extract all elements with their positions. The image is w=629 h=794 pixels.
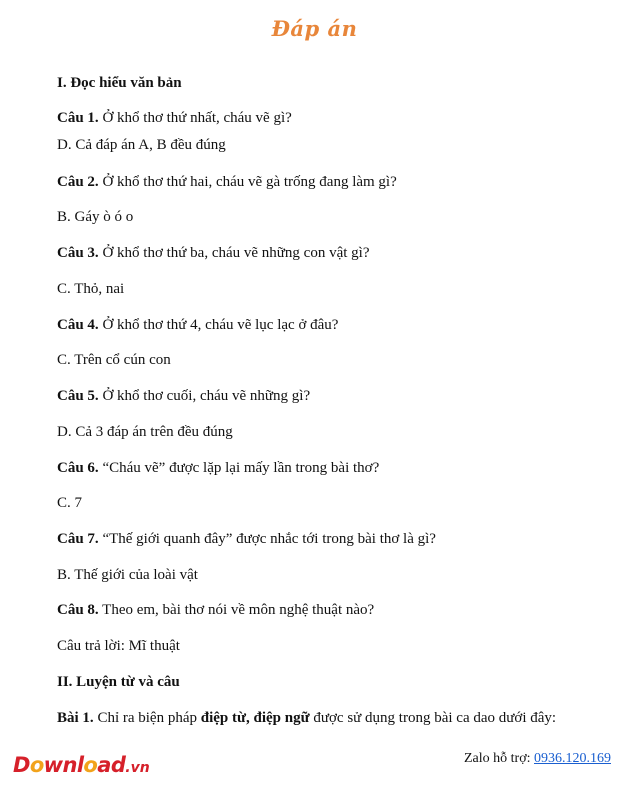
question-label: Câu 2. [57,174,99,190]
answer-4: C. Trên cổ cún con [57,352,171,368]
logo-text: ad [97,753,126,777]
question-text: Ở khổ thơ thứ hai, cháu vẽ gà trống đang làm gì? [98,174,397,190]
question-text: Theo em, bài thơ nói về môn nghệ thuật nào? [98,602,375,618]
question-3 [57,244,370,262]
logo-text-accent: o [83,753,98,777]
question-text: “Thế giới quanh đây” được nhắc tới trong bài thơ là gì? [98,531,436,547]
exercise-1 [57,709,556,727]
exercise-text-after: được sử dụng trong bài ca dao dưới đây: [309,710,557,726]
page-title: Đáp án [271,16,358,41]
zalo-support [464,751,611,767]
support-phone-link[interactable]: 0936.120.169 [534,751,611,766]
question-7 [57,530,436,548]
exercise-bold-terms: điệp từ, điệp ngữ [200,710,310,726]
question-text: Ở khổ thơ cuối, cháu vẽ những gì? [98,388,311,404]
question-label: Câu 8. [57,602,99,618]
answer-6: C. 7 [57,495,83,511]
answer-7: B. Thế giới của loài vật [57,567,198,583]
question-6 [57,459,379,477]
question-label: Câu 6. [57,460,99,476]
question-label: Câu 3. [57,245,99,261]
question-1 [57,109,292,127]
answer-5: D. Cả 3 đáp án trên đều đúng [57,424,233,440]
answer-2: B. Gáy ò ó o [57,209,134,225]
question-text: Ở khổ thơ thứ nhất, cháu vẽ gì? [98,110,292,126]
question-2 [57,173,397,191]
support-label: Zalo hỗ trợ: [464,751,534,766]
logo-text: D [13,753,30,777]
question-text: “Cháu vẽ” được lặp lại mấy lần trong bài thơ? [98,460,380,476]
question-text: Ở khổ thơ thứ ba, cháu vẽ những con vật gì? [98,245,370,261]
question-4 [57,316,338,334]
question-label: Câu 7. [57,531,99,547]
logo-text: wnl [43,753,84,777]
exercise-label: Bài 1. [57,710,94,726]
section-heading-reading: I. Đọc hiểu văn bản [57,75,182,91]
logo-suffix: .vn [125,760,150,776]
question-label: Câu 1. [57,110,99,126]
logo-text-accent: o [29,753,44,777]
download-vn-logo[interactable] [13,753,150,777]
question-5 [57,387,310,405]
answer-3: C. Thỏ, nai [57,281,125,297]
question-label: Câu 4. [57,317,99,333]
answer-1: D. Cả đáp án A, B đều đúng [57,137,226,153]
question-text: Ở khổ thơ thứ 4, cháu vẽ lục lạc ở đâu? [98,317,339,333]
section-heading-vocabulary: II. Luyện từ và câu [57,674,180,690]
question-label: Câu 5. [57,388,99,404]
exercise-text: Chỉ ra biện pháp [93,710,201,726]
answer-8: Câu trả lời: Mĩ thuật [57,638,180,654]
question-8 [57,601,374,619]
